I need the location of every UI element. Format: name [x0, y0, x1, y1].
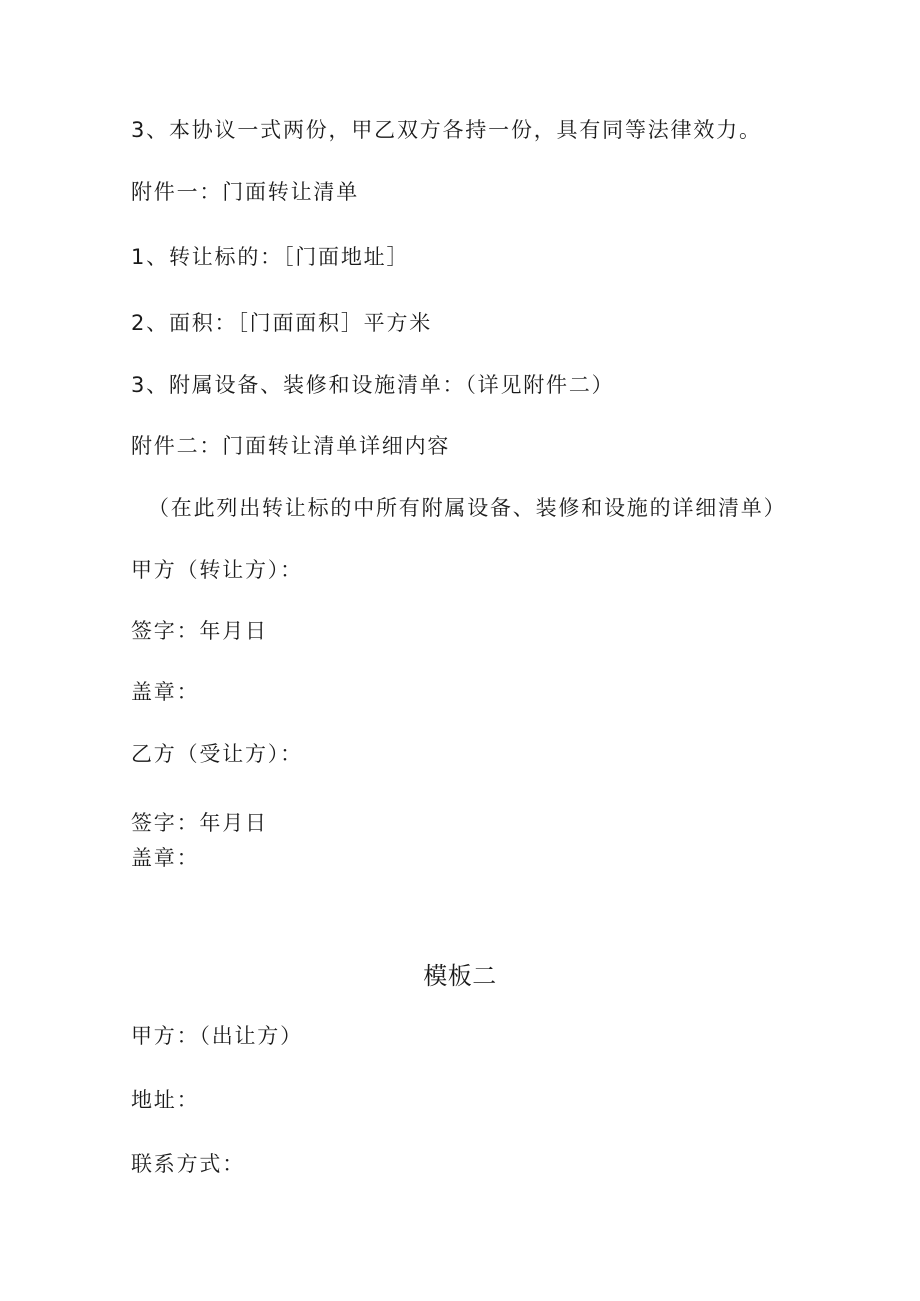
attachment-1-title: 附件一：门面转让清单	[131, 180, 359, 204]
template-address: 地址：	[131, 1088, 200, 1112]
party-a-label: 甲方（转让方）：	[131, 558, 303, 582]
clause-3-copies: 3、本协议一式两份，甲乙双方各持一份，具有同等法律效力。	[131, 118, 762, 142]
area-line: 2、面积：［门面面积］平方米	[131, 311, 433, 335]
party-a-seal: 盖章：	[131, 680, 200, 704]
template-contact: 联系方式：	[131, 1152, 245, 1176]
transfer-subject: 1、转让标的：［门面地址］	[131, 245, 410, 269]
party-a-signature: 签字：年月日	[131, 619, 268, 643]
template-2-heading: 模板二	[423, 963, 497, 990]
equipment-list-line: 3、附属设备、装修和设施清单：（详见附件二）	[131, 373, 615, 397]
template-party-a: 甲方：（出让方）	[131, 1024, 303, 1048]
party-b-label: 乙方（受让方）：	[131, 742, 303, 766]
attachment-2-title: 附件二：门面转让清单详细内容	[131, 434, 451, 458]
party-b-signature: 签字：年月日	[131, 811, 268, 835]
attachment-2-note: （在此列出转让标的中所有附属设备、装修和设施的详细清单）	[148, 496, 787, 520]
party-b-seal: 盖章：	[131, 846, 200, 870]
